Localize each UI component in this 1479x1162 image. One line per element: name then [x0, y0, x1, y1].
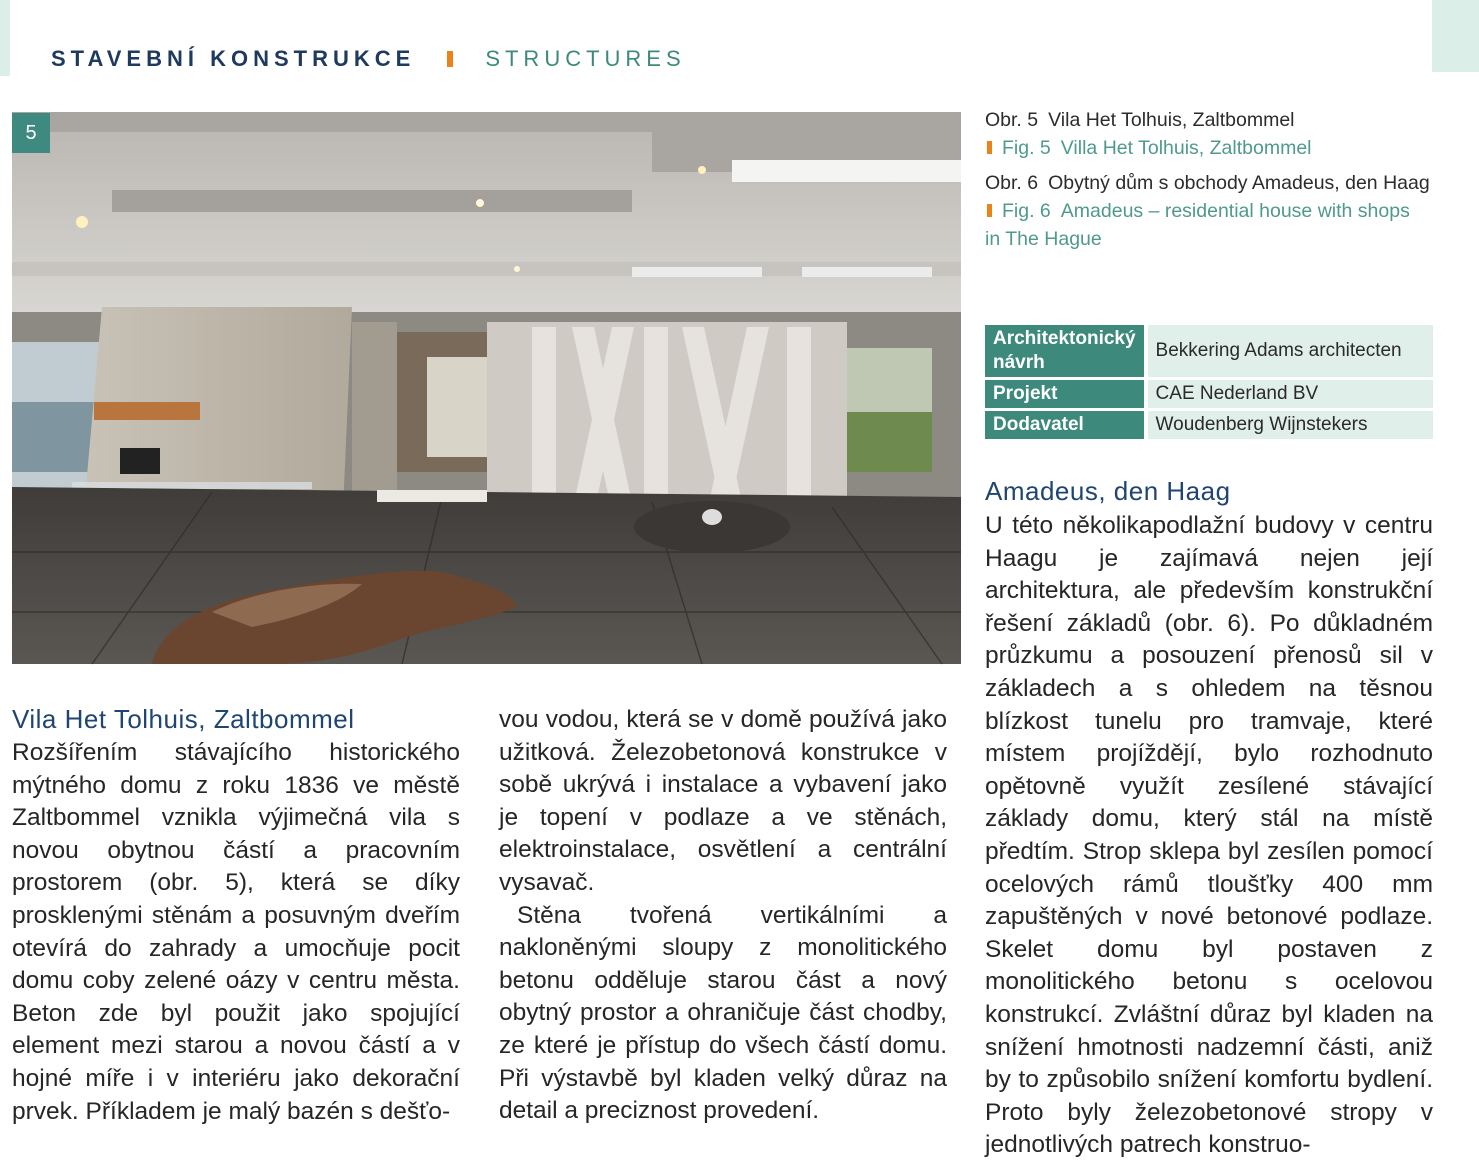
article-villa-paragraph: vou vodou, která se v domě používá jako užitková. Železobetonová konstrukce v sobě ukrývá i instalace a vybavení jako je topení v podlaze a ve stěnách, elektroinstalace, osvětlení a centrální vysavač.: [499, 706, 947, 896]
credits-row: [985, 380, 1433, 408]
caption-separator: [987, 204, 992, 217]
credits-value: CAE Nederland BV: [1148, 380, 1433, 408]
article-villa-column-2: [499, 704, 947, 1137]
caption-fig6-cz-text: Obytný dům s obchody Amadeus, den Haag: [1048, 172, 1430, 194]
article-villa-paragraph: Stěna tvořená vertikálními a nakloněnými sloupy z monolitického betonu odděluje starou část a nový obytný prostor a ohraničuje část chodby, ze které je přístup do všech částí domu. Při výstavbě byl kladen velký důraz na detail a preciznost provedení.: [499, 901, 947, 1125]
credits-row: [985, 411, 1433, 439]
caption-fig6: [985, 169, 1430, 253]
credits-value: Bekkering Adams architecten: [1148, 325, 1433, 377]
page-edge-tab-left: [0, 0, 10, 76]
article-villa-heading: Vila Het Tolhuis, Zaltbommel: [12, 704, 355, 734]
section-title-cz: STAVEBNÍ KONSTRUKCE: [51, 46, 416, 71]
running-head: [51, 46, 686, 72]
project-credits-table: [985, 322, 1433, 442]
credits-key: Dodavatel: [985, 411, 1148, 439]
section-separator: [447, 51, 453, 67]
section-title-en: STRUCTURES: [485, 46, 686, 71]
credits-key: Architektonický návrh: [985, 325, 1148, 377]
caption-fig5-cz-number: Obr. 5: [985, 109, 1039, 131]
caption-separator: [987, 141, 992, 154]
credits-row: [985, 325, 1433, 377]
figure-5-photo: [12, 112, 961, 664]
article-villa-column-1: [12, 737, 460, 1137]
credits-value: Woudenberg Wijnstekers: [1148, 411, 1433, 439]
caption-fig5-en-text: Villa Het Tolhuis, Zaltbommel: [1060, 137, 1312, 159]
article-amadeus-paragraph: U této několikapodlažní budovy v centru Haagu je zajímavá nejen její architektura, ale především konstrukční řešení základů (obr. 6). Po důkladném průzkumu a posouzení přenosů sil v základech a s ohledem na těsnou blízkost tunelu pro tramvaje, které místem projíždějí, bylo rozhodnuto opětovně využít zesílené stávající základy domu, který stál na místě předtím. Strop sklepa byl zesílen pomocí ocelových rámů tloušťky 400 mm zapuštěných v nové betonové podlaze. Skelet domu byl postaven z monolitického betonu s ocelovou konstrukcí. Zvláštní důraz byl kladen na snížení hmotnosti nadzemní části, aniž by to způsobilo snížení komfortu bydlení. Proto byly železobetonové stropy v jednotlivých patrech konstruo-: [985, 512, 1433, 1159]
page-edge-tab-right: [1432, 0, 1479, 72]
caption-fig5-en-number: Fig. 5: [1002, 137, 1051, 159]
article-villa-paragraph: Rozšířením stávajícího historického mýtného domu z roku 1836 ve městě Zaltbommel vznikla výjimečná vila s novou obytnou částí a pracovním prostorem (obr. 5), která se díky prosklenými stěnám a posuvným dveřím otevírá do zahrady a umocňuje pocit domu coby zelené oázy v centru města. Beton zde byl použit jako spojující element mezi starou a novou částí a v hojné míře i v interiéru jako dekorační prvek. Příkladem je malý bazén s dešťo-: [12, 739, 460, 1125]
caption-fig6-en-number: Fig. 6: [1002, 200, 1051, 222]
figure-captions: [985, 106, 1430, 260]
figure-number-badge: 5: [12, 113, 50, 153]
credits-key: Projekt: [985, 380, 1148, 408]
article-amadeus-heading: Amadeus, den Haag: [985, 476, 1231, 506]
caption-fig5: [985, 106, 1430, 162]
article-amadeus-text: [985, 510, 1433, 1159]
caption-fig6-cz-number: Obr. 6: [985, 172, 1039, 194]
caption-fig6-en-text: Amadeus – residential house with shops in The Hague: [985, 200, 1410, 250]
caption-fig5-cz-text: Vila Het Tolhuis, Zaltbommel: [1048, 109, 1295, 131]
